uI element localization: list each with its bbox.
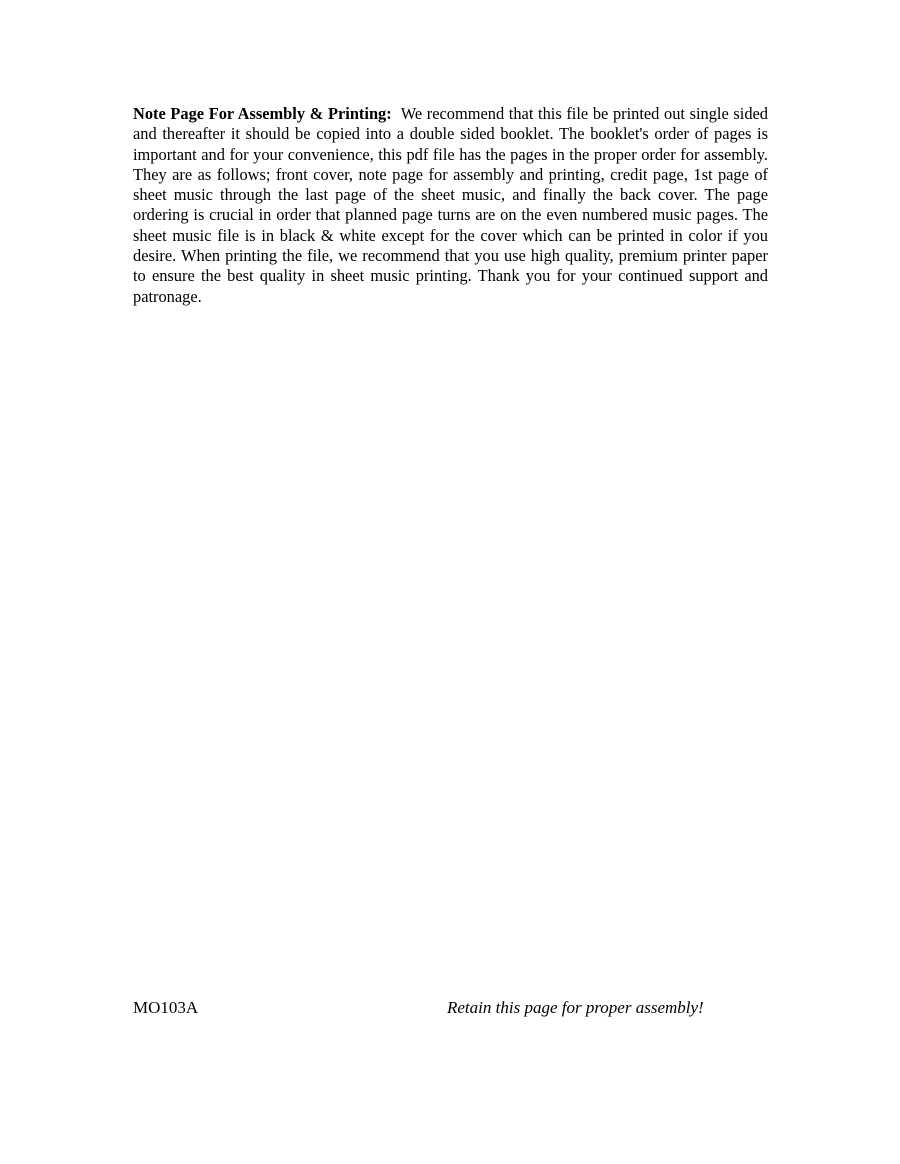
note-body: We recommend that this file be printed out single sided and thereafter it should be copied into a double sided booklet. The booklet's order of pages is important and for your convenience, this pdf file has the pages in the proper order for assembly. They are as follows; front cover, note page for assembly and printing, credit page, 1st page of sheet music through the last page of the sheet music, and finally the back cover. The page ordering is crucial in order that planned page turns are on the even numbered music pages. The sheet music file is in black & white except for the cover which can be printed in color if you desire. When printing the file, we recommend that you use high quality, premium printer paper to ensure the best quality in sheet music printing. Thank you for your continued support and patronage. (133, 104, 768, 306)
document-code: MO103A (133, 998, 199, 1017)
retain-page-notice: Retain this page for proper assembly! (447, 998, 704, 1017)
note-heading: Note Page For Assembly & Printing: (133, 104, 392, 123)
assembly-note-paragraph (133, 104, 768, 307)
